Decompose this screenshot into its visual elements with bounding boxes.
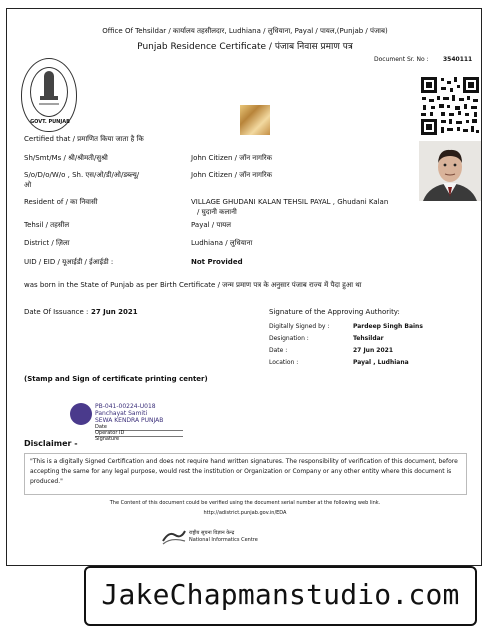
authority-heading: Signature of the Approving Authority:	[269, 308, 400, 316]
resident-label: Resident of / का निवासी	[24, 198, 98, 206]
designation-value: Tehsildar	[353, 335, 384, 342]
nic-line2: National Informatics Centre	[189, 537, 258, 543]
government-seal-icon	[21, 58, 77, 132]
uid-label: UID / EID / यूआईडी / ईआईडी :	[24, 258, 114, 266]
stamp-logo-icon	[70, 403, 92, 425]
printing-center-stamp	[95, 403, 185, 441]
relation-value: John Citizen / जॉन नागरिक	[191, 171, 273, 179]
designation-label: Designation :	[269, 335, 309, 342]
resident-value: VILLAGE GHUDANI KALAN TEHSIL PAYAL , Ghudani Kalan	[191, 198, 389, 206]
stamp-line1: Panchayat Samiti	[95, 410, 148, 417]
stamp-signature-label: Signature	[95, 436, 120, 442]
date-label: Date :	[269, 347, 288, 354]
name-label: Sh/Smt/Ms / श्री/श्रीमती/सुश्री	[24, 154, 108, 162]
born-statement: was born in the State of Punjab as per Birth Certificate / जन्म प्रमाण पत्र के अनुसार पंजाब राज्य में पैदा हुआ था	[24, 281, 362, 289]
issuance-label: Date Of Issuance :	[24, 308, 89, 316]
hologram-icon	[240, 105, 270, 135]
verify-line: The Content of this document could be verified using the document serial number at the following web link.	[109, 500, 381, 506]
certified-that-label: Certified that / प्रमाणित किया जाता है कि	[24, 135, 144, 143]
district-value: Ludhiana / लुधियाना	[191, 239, 253, 247]
issuance-value: 27 Jun 2021	[91, 308, 138, 316]
resident-value-cont: / घुदानी कलानी	[197, 208, 237, 216]
name-value: John Citizen / जॉन नागरिक	[191, 154, 273, 162]
disclaimer-text: "This is a digitally Signed Certification and does not require hand written signatures. The responsibility of verification of this document, before accepting the same for any legal purpose, would rest the institution or Organization or Company or any other entity where this document is produced."	[24, 453, 467, 495]
serial-value: 3540111	[443, 56, 473, 63]
watermark-banner	[84, 566, 477, 626]
qr-code-icon	[419, 75, 481, 137]
location-value: Payal , Ludhiana	[353, 359, 409, 366]
location-label: Location :	[269, 359, 299, 366]
office-header: Office Of Tehsildar / कार्यालय तहसीलदार, Ludhiana / लुधियाना, Payal / पायल,(Punjab / पंजाब)	[102, 27, 388, 35]
certificate-page	[6, 8, 482, 566]
watermark-text: JakeChapmanstudio.com	[101, 578, 460, 611]
signed-by-label: Digitally Signed by :	[269, 323, 330, 330]
certificate-title: Punjab Residence Certificate / पंजाब निवास प्रमाण पत्र	[137, 42, 353, 52]
relation-label-cont: ओ	[24, 181, 32, 189]
seal-text: GOVT. PUNJAB	[30, 119, 70, 125]
tehsil-label: Tehsil / तहसील	[24, 221, 70, 229]
district-label: District / ज़िला	[24, 239, 70, 247]
stamp-operator-label: Operator ID	[95, 430, 125, 436]
date-value: 27 Jun 2021	[353, 347, 394, 354]
verify-url[interactable]: http://adistrict.punjab.gov.in/EDA	[203, 510, 287, 516]
nic-logo-icon	[161, 529, 187, 545]
signed-by-value: Pardeep Singh Bains	[353, 323, 423, 330]
uid-value: Not Provided	[191, 258, 243, 266]
stamp-line2: SEWA KENDRA PUNJAB	[95, 417, 164, 424]
tehsil-value: Payal / पायल	[191, 221, 231, 229]
relation-label: S/o/D/o/W/o , Sh. एस/ओ/डी/ओ/डब्ल्यू/	[24, 171, 140, 179]
nic-line1: राष्ट्रीय सूचना विज्ञान केन्द्र	[189, 530, 235, 536]
serial-label: Document Sr. No :	[374, 56, 429, 63]
stamp-code: PB-041-00224-U018	[95, 403, 156, 410]
stamp-date-label: Date	[95, 424, 107, 430]
applicant-photo	[419, 141, 481, 201]
stamp-heading: (Stamp and Sign of certificate printing center)	[24, 375, 208, 383]
disclaimer-heading: Disclaimer -	[24, 439, 78, 448]
